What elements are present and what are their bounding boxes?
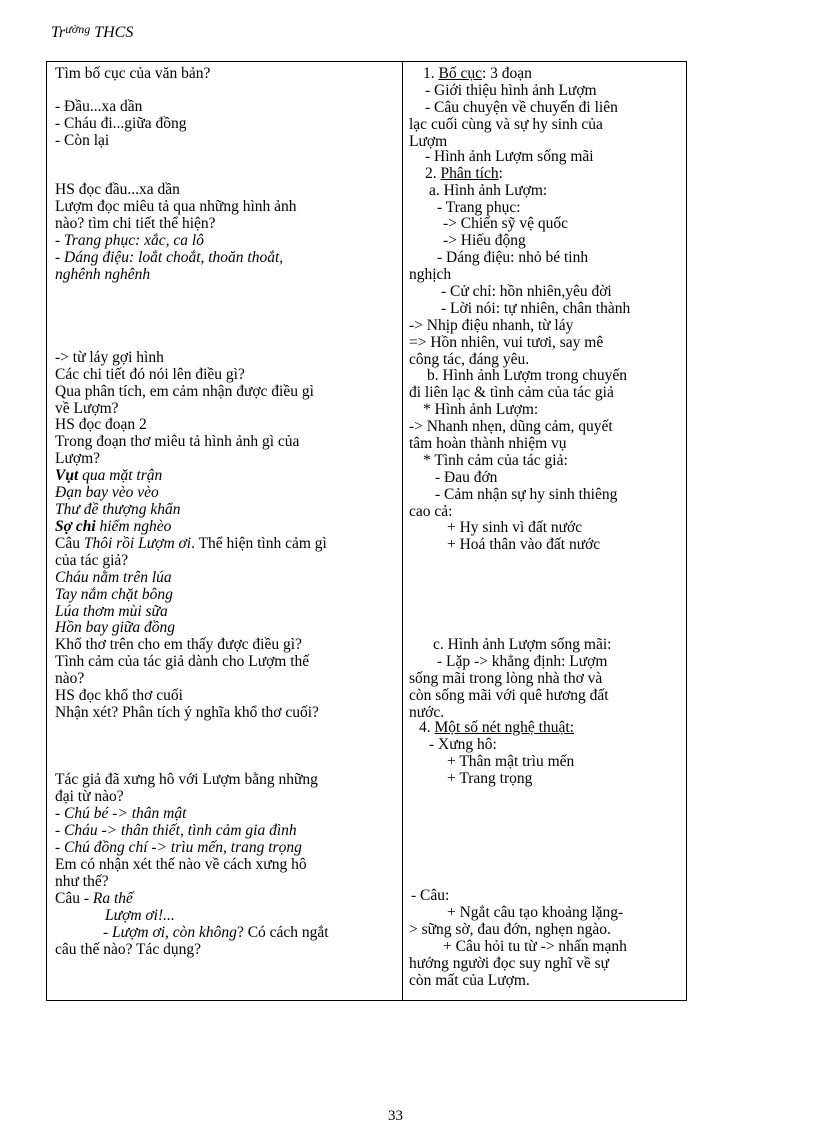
left-line: - Chú bé -> thân mật bbox=[55, 805, 187, 822]
right-line: + Câu hỏi tu từ -> nhấn mạnh bbox=[443, 938, 627, 955]
header-part1: Tr bbox=[51, 24, 66, 41]
left-line: Lượm ơi!... bbox=[105, 907, 175, 924]
lesson-table bbox=[46, 61, 687, 1001]
left-line: nào? bbox=[55, 670, 85, 687]
right-line: * Hình ảnh Lượm: bbox=[423, 401, 539, 418]
left-line: - Còn lại bbox=[55, 132, 110, 149]
right-line: 4. Một số nét nghệ thuật: bbox=[419, 719, 574, 736]
right-line: tâm hoàn thành nhiệm vụ bbox=[409, 435, 567, 452]
right-line: - Dáng điệu: nhỏ bé tinh bbox=[437, 249, 589, 266]
left-line: -> từ láy gợi hình bbox=[55, 349, 164, 366]
right-line: - Trang phục: bbox=[437, 199, 521, 216]
page-number: 33 bbox=[388, 1108, 403, 1124]
left-line: Tay nắm chặt bông bbox=[55, 586, 173, 603]
left-line: Tình cảm của tác giả dành cho Lượm thế bbox=[55, 653, 310, 670]
left-line: Trong đoạn thơ miêu tả hình ảnh gì của bbox=[55, 433, 300, 450]
right-line: - Lặp -> khẳng định: Lượm bbox=[437, 653, 608, 670]
left-line: nghênh nghênh bbox=[55, 266, 151, 283]
left-line: về Lượm? bbox=[55, 400, 119, 417]
left-line: Lúa thơm mùi sữa bbox=[55, 603, 168, 620]
left-line: Câu Thôi rồi Lượm ơi. Thể hiện tình cảm gì bbox=[55, 535, 327, 552]
right-line: đi liên lạc & tình cảm của tác giả bbox=[409, 384, 614, 401]
right-line: lạc cuối cùng và sự hy sinh của bbox=[409, 116, 603, 133]
right-line: + Trang trọng bbox=[447, 770, 533, 787]
left-line: HS đọc đoạn 2 bbox=[55, 416, 147, 433]
right-line: => Hồn nhiên, vui tươi, say mê bbox=[409, 334, 604, 351]
left-line: như thế? bbox=[55, 873, 109, 890]
right-line: Lượm bbox=[409, 133, 448, 150]
right-line: nghịch bbox=[409, 266, 452, 283]
right-line: + Thân mật trìu mến bbox=[447, 753, 575, 770]
left-line: - Lượm ơi, còn không? Có cách ngắt bbox=[103, 924, 329, 941]
right-line: -> Nhanh nhẹn, dũng cảm, quyết bbox=[409, 418, 613, 435]
left-line: Vụt qua mặt trận bbox=[55, 467, 163, 484]
left-line: đại từ nào? bbox=[55, 788, 124, 805]
left-line: Sợ chi hiểm nghèo bbox=[55, 518, 172, 535]
right-line: 2. Phân tích: bbox=[425, 165, 503, 182]
left-line: của tác giả? bbox=[55, 552, 129, 569]
left-line: - Dáng điệu: loắt choắt, thoăn thoắt, bbox=[55, 249, 284, 266]
left-line: Lượm đọc miêu tả qua những hình ảnh bbox=[55, 198, 297, 215]
right-line: c. Hình ảnh Lượm sống mãi: bbox=[433, 636, 612, 653]
left-line: - Cháu -> thân thiết, tình cảm gia đình bbox=[55, 822, 297, 839]
left-line: Hồn bay giữa đồng bbox=[55, 619, 175, 636]
left-line: câu thế nào? Tác dụng? bbox=[55, 941, 202, 958]
left-line: - Đầu...xa dần bbox=[55, 98, 143, 115]
left-line: Đạn bay vèo vèo bbox=[55, 484, 159, 501]
right-line: cao cả: bbox=[409, 503, 453, 520]
questions-column bbox=[47, 62, 403, 1001]
right-line: -> Nhịp điệu nhanh, từ láy bbox=[409, 317, 574, 334]
right-line: -> Chiến sỹ vệ quốc bbox=[443, 215, 568, 232]
left-line: Cháu nằm trên lúa bbox=[55, 569, 172, 586]
header-part3: THCS bbox=[90, 24, 134, 41]
left-line: - Chú đồng chí -> trìu mến, trang trọng bbox=[55, 839, 302, 856]
right-line: - Lời nói: tự nhiên, chân thành bbox=[441, 300, 631, 317]
right-line: hướng người đọc suy nghĩ về sự bbox=[409, 955, 610, 972]
left-line: Khổ thơ trên cho em thấy được điều gì? bbox=[55, 636, 302, 653]
right-line: - Xưng hô: bbox=[429, 736, 497, 753]
right-line: b. Hình ảnh Lượm trong chuyến bbox=[427, 367, 627, 384]
left-line: Tìm bố cục của văn bản? bbox=[55, 65, 211, 82]
right-line: - Đau đớn bbox=[435, 469, 498, 486]
left-line: - Trang phục: xắc, ca lô bbox=[55, 232, 204, 249]
right-line: - Cảm nhận sự hy sinh thiêng bbox=[435, 486, 618, 503]
answers-column bbox=[403, 62, 687, 1001]
right-line: nước. bbox=[409, 704, 445, 721]
left-line: HS đọc đầu...xa dần bbox=[55, 181, 180, 198]
right-line: -> Hiếu động bbox=[443, 232, 526, 249]
left-line: Tác giả đã xưng hô với Lượm bằng những bbox=[55, 771, 318, 788]
right-line: còn sống mãi với quê hương đất bbox=[409, 687, 609, 704]
left-line: Câu - Ra thế bbox=[55, 890, 133, 907]
right-line: > sững sờ, đau đớn, nghẹn ngào. bbox=[409, 921, 611, 938]
page-header bbox=[51, 22, 133, 42]
left-line: Em có nhận xét thế nào về cách xưng hô bbox=[55, 856, 307, 873]
right-line: + Hoá thân vào đất nước bbox=[447, 536, 601, 553]
right-line: - Cử chỉ: hồn nhiên,yêu đời bbox=[441, 283, 612, 300]
right-line: - Giới thiệu hình ảnh Lượm bbox=[425, 82, 597, 99]
left-line: nào? tìm chi tiết thể hiện? bbox=[55, 215, 216, 232]
right-line: + Hy sinh vì đất nước bbox=[447, 519, 583, 536]
left-line: - Cháu đi...giữa đồng bbox=[55, 115, 187, 132]
left-line: HS đọc khổ thơ cuối bbox=[55, 687, 183, 704]
right-line: công tác, đáng yêu. bbox=[409, 351, 530, 368]
right-line: + Ngắt câu tạo khoảng lặng- bbox=[447, 904, 624, 921]
right-line: - Câu: bbox=[411, 887, 450, 904]
right-line: 1. Bố cục: 3 đoạn bbox=[423, 65, 532, 82]
right-line: - Hình ảnh Lượm sống mãi bbox=[425, 148, 594, 165]
left-line: Thư đề thượng khẩn bbox=[55, 501, 181, 518]
header-part2: ường bbox=[65, 22, 91, 36]
left-line: Lượm? bbox=[55, 450, 101, 467]
right-line: sống mãi trong lòng nhà thơ và bbox=[409, 670, 603, 687]
left-line: Nhận xét? Phân tích ý nghĩa khổ thơ cuối? bbox=[55, 704, 319, 721]
right-line: * Tình cảm của tác giả: bbox=[423, 452, 568, 469]
right-line: a. Hình ảnh Lượm: bbox=[429, 182, 548, 199]
left-line: Qua phân tích, em cảm nhận được điều gì bbox=[55, 383, 314, 400]
left-line: Các chi tiết đó nói lên điều gì? bbox=[55, 366, 245, 383]
right-line: - Câu chuyện về chuyến đi liên bbox=[425, 99, 618, 116]
right-line: còn mất của Lượm. bbox=[409, 972, 530, 989]
